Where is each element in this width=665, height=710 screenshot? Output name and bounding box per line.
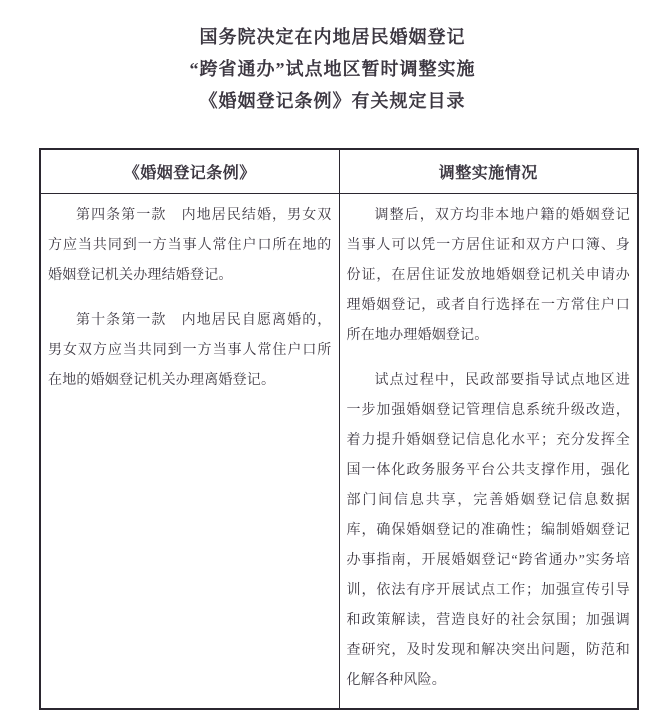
- adjustment-paragraph-pilot-process: 试点过程中，民政部要指导试点地区进一步加强婚姻登记管理信息系统升级改造，着力提升婚姻登记信息化水平；充分发挥全国一体化政务服务平台公共支撑作用，强化部门间信息共享，完善婚姻登记信息数据库，确保婚姻登记的准确性；编制婚姻登记办事指南，开展婚姻登记“跨省通办”实务培训，依法有序开展试点工作；加强宣传引导和政策解读，营造良好的社会氛围；加强调查研究，及时发现和解决突出问题，防范和化解各种风险。: [346, 372, 630, 688]
- document-title-line-2: “跨省通办”试点地区暂时调整实施: [189, 59, 476, 79]
- regulation-clauses-cell: [40, 193, 339, 709]
- document-title-line-1: 国务院决定在内地居民婚姻登记: [199, 27, 466, 47]
- adjustment-paragraph-after-change: 调整后，双方均非本地户籍的婚姻登记当事人可以凭一方居住证和双方户口簿、身份证，在居住证发放地婚姻登记机关申请办理婚姻登记，或者自行选择在一方常住户口所在地办理婚姻登记。: [346, 207, 630, 343]
- regulations-comparison-table: [39, 148, 639, 710]
- column-header-adjustment: 调整实施情况: [339, 149, 638, 193]
- document-title-line-3: 《婚姻登记条例》有关规定目录: [199, 91, 466, 111]
- adjustment-details-cell: [339, 193, 638, 709]
- table-header-row: [40, 149, 638, 193]
- column-header-regulation: 《婚姻登记条例》: [40, 149, 339, 193]
- regulation-clause-article-4: 第四条第一款 内地居民结婚，男女双方应当共同到一方当事人常住户口所在地的婚姻登记机关办理结婚登记。: [48, 207, 332, 283]
- document-title: [0, 0, 665, 117]
- regulation-clause-article-10: 第十条第一款 内地居民自愿离婚的，男女双方应当共同到一方当事人常住户口所在地的婚姻登记机关办理离婚登记。: [48, 312, 332, 388]
- table-body: [40, 193, 638, 709]
- table-body-row: [40, 193, 638, 709]
